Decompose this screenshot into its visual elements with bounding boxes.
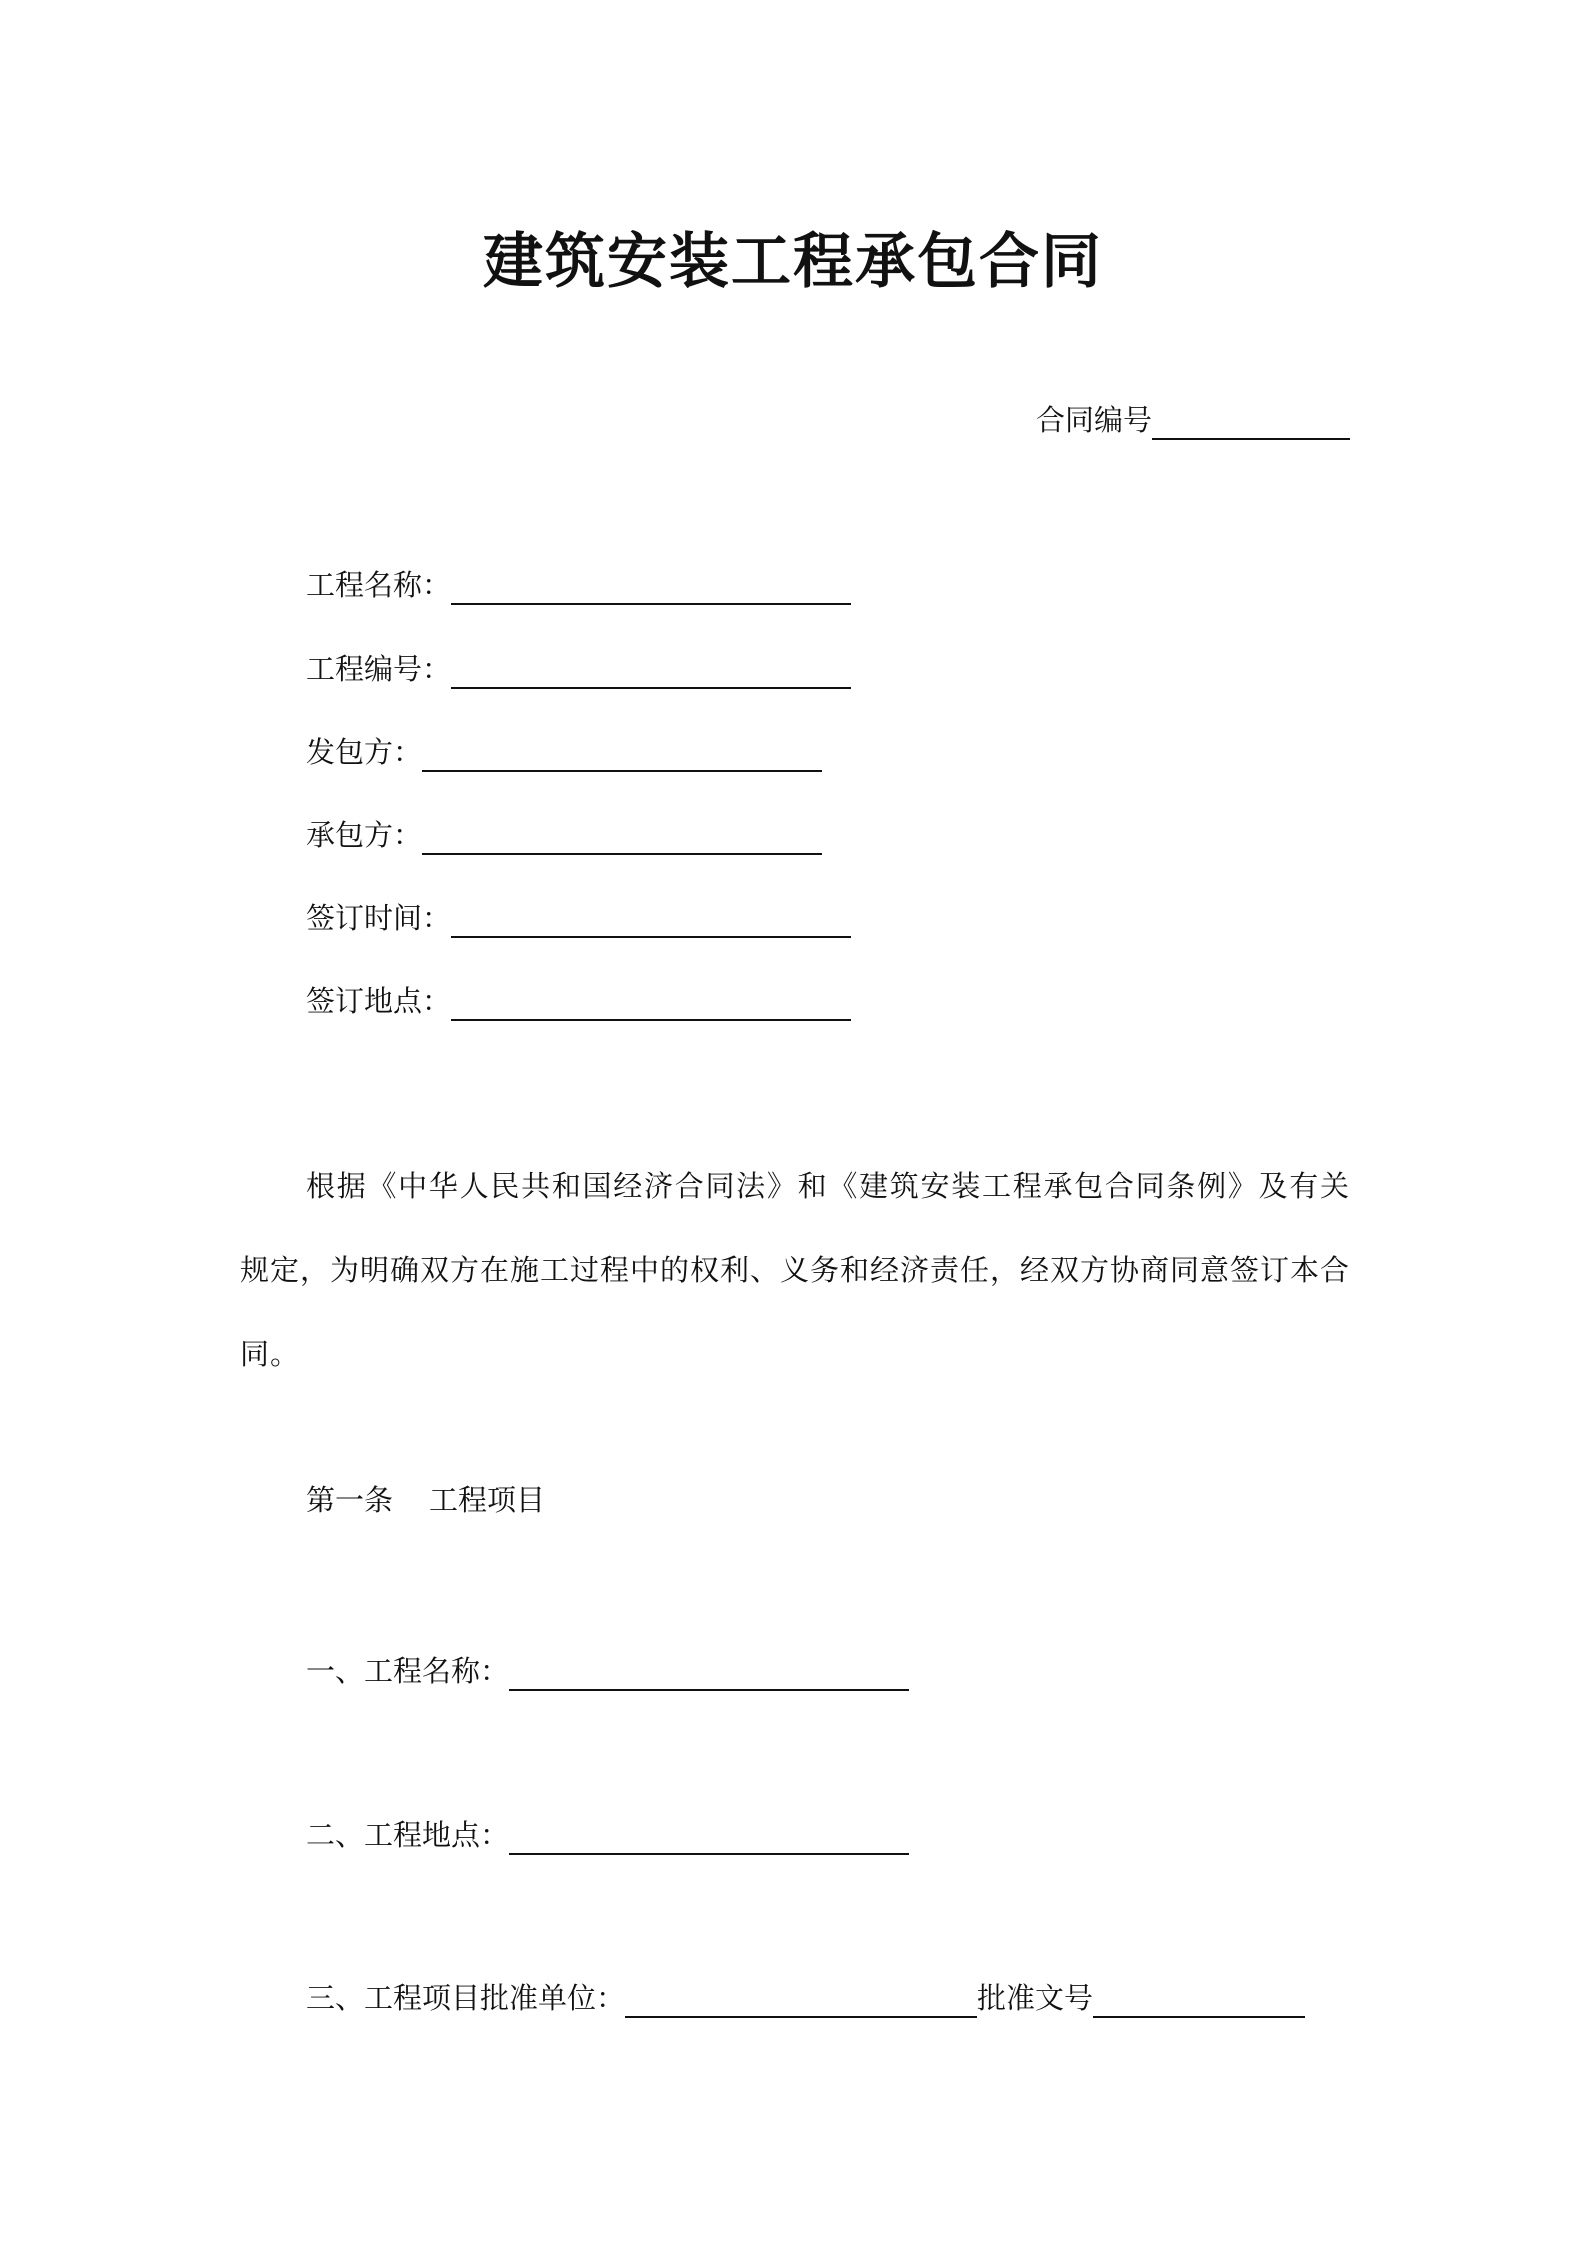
- field-project-name: [306, 565, 851, 605]
- project-name-blank[interactable]: [451, 569, 851, 605]
- field-label: 发包方：: [306, 735, 423, 769]
- contractor-blank[interactable]: [422, 819, 822, 855]
- approval-unit-blank[interactable]: [625, 1982, 977, 2018]
- item-approval-unit: [306, 1978, 1305, 2018]
- approval-doc-blank[interactable]: [1093, 1982, 1305, 2018]
- preamble-paragraph: 根据《中华人民共和国经济合同法》和《建筑安装工程承包合同条例》及有关规定，为明确双方在施工过程中的权利、义务和经济责任，经双方协商同意签订本合同。: [240, 1169, 1351, 1371]
- field-signing-place: [306, 981, 851, 1021]
- contract-number-label: 合同编号: [1035, 403, 1152, 437]
- field-employer: [306, 732, 822, 772]
- item-label: 三、工程项目批准单位：: [306, 1981, 626, 2015]
- field-label: 签订时间：: [306, 901, 452, 935]
- signing-date-blank[interactable]: [451, 902, 851, 938]
- article-title: 工程项目: [429, 1483, 546, 1517]
- field-label: 承包方：: [306, 818, 423, 852]
- project-number-blank[interactable]: [451, 653, 851, 689]
- article-heading: [306, 1480, 545, 1520]
- signing-place-blank[interactable]: [451, 985, 851, 1021]
- field-label: 工程名称：: [306, 568, 452, 602]
- item-label: 一、工程名称：: [306, 1654, 510, 1688]
- article-number: 第一条: [306, 1483, 394, 1517]
- approval-doc-label: 批准文号: [977, 1981, 1094, 2015]
- item-project-location-blank[interactable]: [509, 1819, 909, 1855]
- item-project-name: [306, 1651, 909, 1691]
- field-project-number: [306, 649, 851, 689]
- field-label: 签订地点：: [306, 984, 452, 1018]
- item-project-name-blank[interactable]: [509, 1655, 909, 1691]
- document-title: 建筑安装工程承包合同: [483, 227, 1103, 297]
- item-label: 二、工程地点：: [306, 1818, 510, 1852]
- contract-number-line: [1036, 400, 1350, 440]
- field-label: 工程编号：: [306, 652, 452, 686]
- employer-blank[interactable]: [422, 736, 822, 772]
- contract-number-blank[interactable]: [1152, 404, 1350, 440]
- field-signing-date: [306, 898, 851, 938]
- item-project-location: [306, 1815, 909, 1855]
- field-contractor: [306, 815, 822, 855]
